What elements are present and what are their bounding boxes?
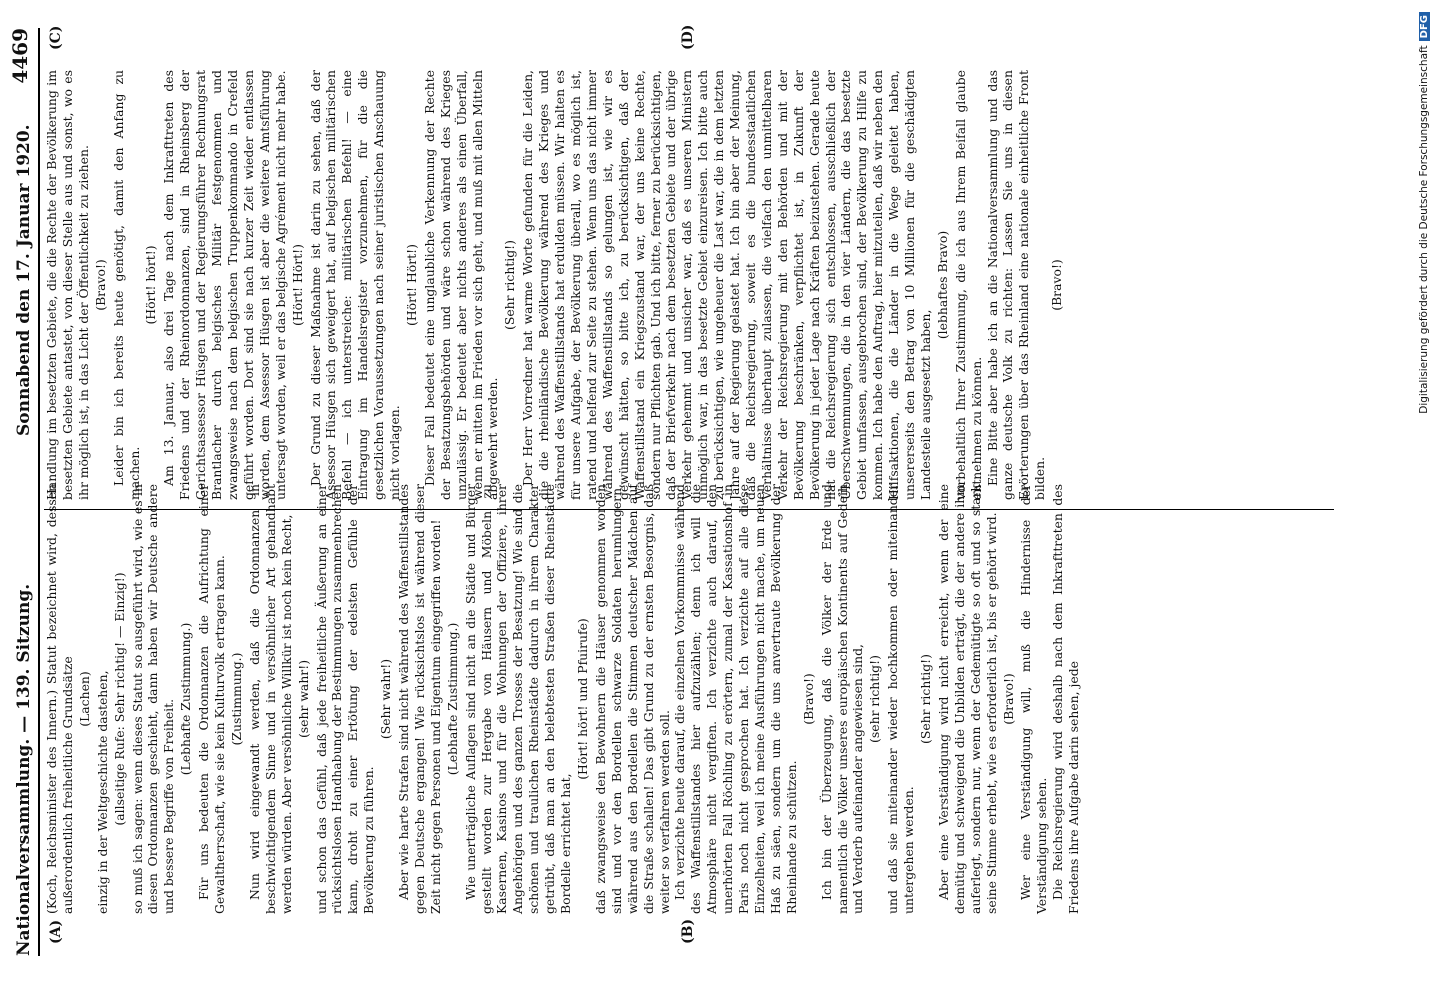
right-paragraph: Leider bin ich bereits heute genötigt, damit den Anfang zu machen.	[110, 70, 142, 500]
left-paragraph: und schon das Gefühl, daß jede freiheitliche Äußerung an einer rücksichtslosen Handhabung der Bestimmungen zusammenbrechen kann, droht zu einer Ertötung der edelsten Gefühle der Bevölkerung zu führen.	[313, 484, 377, 914]
header-left: Nationalversammlung. — 139. Sitzung.	[14, 583, 34, 956]
left-remark: (Sehr richtig!)	[918, 654, 934, 744]
right-remark: (Hört! Hört!)	[403, 244, 419, 326]
left-paragraph: (Koch, Reichsminister des Innern.) Statut bezeichnet wird, dessen außerordentlich freiheitliche Grundsätze	[44, 484, 75, 914]
left-remark: (Hört! hört! und Pfuirufe)	[575, 618, 590, 780]
right-remark: (Bravo!)	[92, 259, 108, 311]
side-note-text: Digitalisierung gefördert durch die Deutsche Forschungsgemeinschaft	[1418, 45, 1430, 414]
right-paragraph: Eine Bitte aber habe ich an die Nationalversammlung und das ganze deutsche Volk zu richten: Lassen Sie uns in diesen Erörterungen über das Rheinland eine nationale einheitliche Front bilden.	[984, 70, 1048, 500]
left-remark: (allseitige Rufe: Sehr richtig! — Einzig!)	[111, 572, 127, 826]
right-remark: (lebhaftes Bravo)	[934, 230, 950, 340]
margin-marker-c: (C)	[48, 25, 64, 50]
right-paragraph: Handlung im besetzten Gebiete, die die Rechte der Bevölkerung im besetzten Gebiete antastet, von dieser Stelle aus und sonst, wo es ihr möglich ist, in das Licht der Öffentlichkeit zu ziehen.	[44, 70, 91, 500]
left-paragraph: Die Reichsregierung wird deshalb nach dem Inkrafttreten des Friedens ihre Aufgabe darin sehen, jede	[1050, 484, 1082, 914]
right-remark: (Sehr richtig!)	[502, 240, 518, 330]
left-remark: (Lebhafte Zustimmung.)	[444, 622, 460, 776]
margin-marker-b: (B)	[680, 918, 696, 944]
page-number: 4469	[8, 28, 32, 84]
side-note	[1418, 12, 1432, 992]
left-paragraph: daß zwangsweise den Bewohnern die Häuser genommen worden sind und vor den Bordellen schwarze Soldaten herumlungern, während aus den Bordellen die Stimmen deutscher Mädchen auf die Straße schallen! Das gibt Grund zu der ernsten Besorgnis, daß weiter so verfahren werden soll.	[592, 484, 672, 914]
right-paragraph: Der Herr Vorredner hat warme Worte gefunden für die Leiden, die die rheinländische Bevölkerung während des Krieges und während des Waffenstillstands hat erdulden müssen. Wir halten es für unsere Aufgabe, der Bevölkerung überall, wo es möglich ist, ratend und helfend zur Seite zu stehen. Wenn uns das nicht immer während des Waffenstillstands so gelungen ist, wie wir es gewünscht hätten, so bitte ich, zu berücksichtigen, daß der Waffenstillstand ein Kriegszustand war, der uns keine Rechte, sondern nur Pflichten gab. Und ich bitte, ferner zu berücksichtigen, daß der Briefverkehr nach dem besetzten Gebiete und der übrige Verkehr gehemmt und unsicher war, daß es unseren Ministern unmöglich war, in das besetzte Gebiet einzureisen. Ich bitte auch zu berücksichtigen, wie ungeheuer die Last war, die in dem letzten Jahre auf der Regierung gelastet hat. Ich bin aber der Meinung, daß die Reichsregierung, soweit es die bundesstaatlichen Verhältnisse überhaupt zulassen, die vielfach den unmittelbaren Verkehr der Reichsregierung mit den Behörden und mit der Bevölkerung beschränken, verpflichtet ist, in Zukunft der Bevölkerung in jeder Lage nach Kräften beizustehen. Gerade heute hat die Reichsregierung sich entschlossen, ausschließlich der Überschwemmungen, die in den vier Ländern, die das besetzte Gebiet umfassen, ausgebrochen sind, der Bevölkerung zu Hilfe zu kommen. Ich habe den Auftrag, hier mitzuteilen, daß wir neben den Hilfsaktionen, die die Länder in die Wege geleitet haben, unsererseits den Betrag von 10 Millionen für die geschädigten Landesteile ausgesetzt haben,	[520, 70, 933, 500]
header-rule	[38, 28, 40, 956]
margin-marker-a: (A)	[48, 919, 64, 944]
right-remark: (Hört! hört!)	[143, 245, 159, 325]
left-column	[44, 484, 1082, 914]
left-paragraph: Ich bin der Überzeugung, daß die Völker der Erde und namentlich die Völker unseres europäischen Kontinents auf Gedeih und Verderb aufeinander angewiesen sind,	[818, 484, 866, 914]
right-remark: (Bravo!)	[1049, 259, 1065, 311]
header-date: Sonnabend den 17. Januar 1920.	[14, 124, 34, 436]
left-paragraph: Aber wie harte Strafen sind nicht während des Waffenstillstandes gegen Deutsche ergangen! Wie rücksichtslos ist während dieser Zeit nicht gegen Personen und Eigentum eingegriffen worden!	[396, 484, 443, 914]
margin-marker-d: (D)	[680, 24, 696, 50]
left-paragraph: Wer eine Verständigung will, muß die Hindernisse der Verständigung sehen.	[1018, 484, 1050, 914]
left-paragraph: Nun wird eingewandt werden, daß die Ordonnanzen in beschwichtigendem Sinne und in versöhnlicher Art gehandhabt werden würden. Aber versöhnliche Willkür ist noch kein Recht,	[246, 484, 294, 914]
dfg-logo: DFG	[1419, 12, 1430, 41]
left-paragraph: Ich verzichte heute darauf, die einzelnen Vorkommnisse während des Waffenstillstandes hier aufzuzählen; denn ich will die Atmosphäre nicht vergiften. Ich verzichte auch darauf, den unerhörten Fall Röchling zu erörtern, zumal der Kassationshof in Paris noch nicht gesprochen hat. Ich verzichte auf alle diese Einzelheiten, weil ich meine Ausführungen nicht mache, um neuen Haß zu säen, sondern um die uns anvertraute Bevölkerung der Rheinlande zu schützen.	[672, 484, 799, 914]
left-remark: (Bravo!)	[1000, 673, 1016, 725]
left-remark: (Lachen)	[76, 671, 92, 727]
right-paragraph: Am 13. Januar, also drei Tage nach dem Inkrafttreten des Friedens und der Rheinordonnanzen, sind in Rheinsberg der Gerichtsassessor Hüsgen und der Regierungsführer Rechnungsrat Brantlacher durch belgisches Militär festgenommen und zwangsweise nach dem belgischen Truppenkommando in Crefeld geführt worden. Dort sind sie nach kurzer Zeit wieder entlassen worden, dem Assessor Hüsgen ist aber die weitere Amtsführung untersagt worden, weil er das belgische Agrément nicht mehr habe.	[161, 70, 288, 500]
left-remark: (Lebhafte Zustimmung.)	[178, 622, 194, 776]
left-remark: (Zustimmung.)	[228, 652, 244, 746]
left-remark: (sehr wahr!)	[295, 659, 311, 739]
left-paragraph: Aber eine Verständigung wird nicht erreicht, wenn der eine demütig und schweigend die Unbilden erträgt, die der andere ihm auferlegt, sondern nur, wenn der Gedemütigte so oft und so stark seine Stimme erhebt, wie es erforderlich ist, bis er gehört wird.	[935, 484, 999, 914]
left-paragraph: Wie unerträgliche Auflagen sind nicht an die Städte und Bürger gestellt worden zur Hergabe von Häusern und Möbeln zu Kasernen, Kasinos und für die Wohnungen der Offiziere, ihrer Angehörigen und des ganzen Trosses der Besatzung! Wie sind die schönen und traulichen Rheinstädte dadurch in ihrem Charakter getrübt, daß man an den belebtesten Straßen dieser Rheinstädte Bordelle errichtet hat,	[462, 484, 574, 914]
left-remark: (sehr richtig!)	[867, 655, 883, 743]
right-paragraph: vorbehaltlich Ihrer Zustimmung, die ich aus Ihrem Beifall glaube entnehmen zu können.	[952, 70, 984, 500]
right-paragraph: Der Grund zu dieser Maßnahme ist darin zu sehen, daß der Assessor Hüsgen sich geweigert hat, auf belgischen militärischen Befehl — ich unterstreiche: militärischen Befehl! — eine Eintragung im Handelsregister vorzunehmen, für die die gesetzlichen Voraussetzungen nach seiner juristischen Anschauung nicht vorlagen.	[307, 70, 403, 500]
right-column	[44, 70, 1067, 500]
left-paragraph: so muß ich sagen: wenn dieses Statut so ausgeführt wird, wie es in diesen Ordonnanzen geschieht, dann haben wir Deutsche andere und bessere Begriffe von Freiheit.	[129, 484, 177, 914]
left-paragraph: einzig in der Weltgeschichte dastehen,	[94, 670, 110, 914]
left-paragraph: Für uns bedeuten die Ordonnanzen die Aufrichtung einer Gewaltherrschaft, wie sie kein Kulturvolk ertragen kann.	[196, 484, 228, 914]
right-remark: (Hört! Hört!)	[289, 244, 305, 326]
column-rule	[44, 509, 1334, 510]
left-remark: (Sehr wahr!)	[378, 658, 394, 740]
page-header	[8, 28, 38, 956]
right-paragraph: Dieser Fall bedeutet eine unglaubliche Verkennung der Rechte der Besatzungsbehörden und wäre schon während des Krieges unzulässig. Er bedeutet aber nichts anderes als einen Überfall, wenn er mitten im Frieden vor sich geht, und muß mit allen Mitteln abgewehrt werden.	[421, 70, 501, 500]
left-remark: (Bravo!)	[800, 673, 816, 725]
left-paragraph: und daß sie miteinander wieder hochkommen oder miteinander untergehen werden.	[885, 484, 917, 914]
